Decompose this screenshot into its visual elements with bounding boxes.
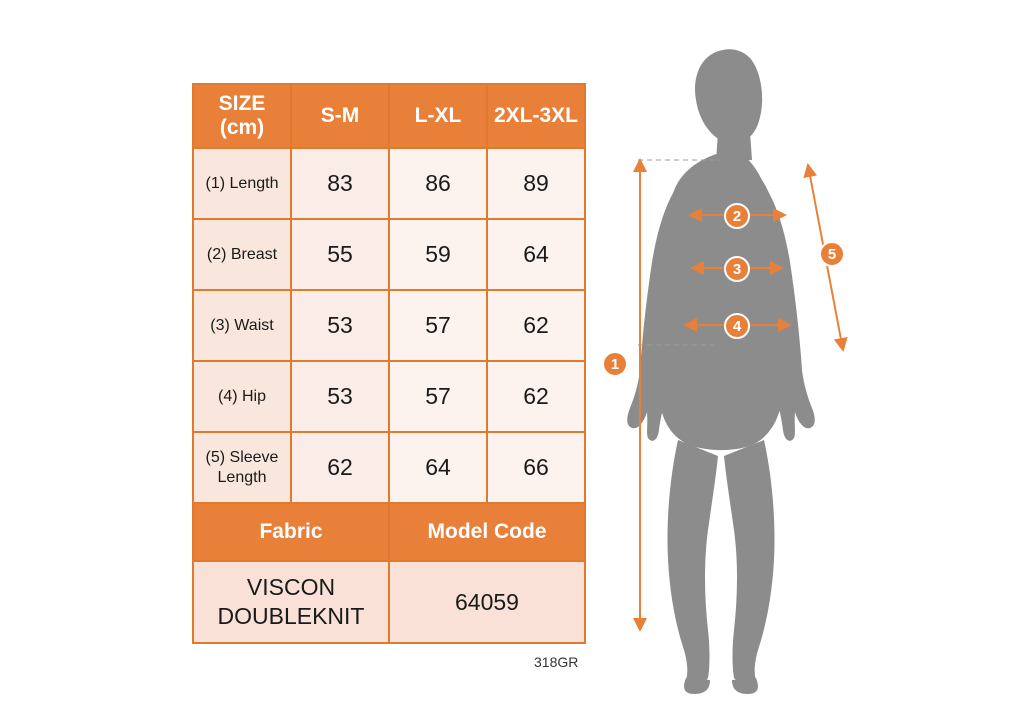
cell-breast-s-m: 55 [291, 219, 389, 290]
table-row [193, 361, 585, 432]
cell-sleeve-s-m: 62 [291, 432, 389, 503]
row-label-sleeve-length: (5) Sleeve Length [193, 432, 291, 503]
footer-header-fabric: Fabric [193, 503, 389, 561]
table-row [193, 219, 585, 290]
cell-sleeve-l-xl: 64 [389, 432, 487, 503]
cell-length-s-m: 83 [291, 148, 389, 219]
cell-breast-l-xl: 59 [389, 219, 487, 290]
table-row [193, 432, 585, 503]
table-header-row [193, 84, 585, 148]
footer-value-model-code: 64059 [389, 561, 585, 643]
footer-header-model-code: Model Code [389, 503, 585, 561]
table-row [193, 148, 585, 219]
row-label-breast: (2) Breast [193, 219, 291, 290]
size-chart-table [192, 83, 586, 644]
header-col-s-m: S-M [291, 84, 389, 148]
row-label-length: (1) Length [193, 148, 291, 219]
cell-length-l-xl: 86 [389, 148, 487, 219]
header-col-2xl-3xl: 2XL-3XL [487, 84, 585, 148]
female-silhouette [627, 49, 815, 694]
cell-hip-l-xl: 57 [389, 361, 487, 432]
marker-badge-2: 2 [724, 203, 750, 229]
cell-waist-s-m: 53 [291, 290, 389, 361]
row-label-waist: (3) Waist [193, 290, 291, 361]
table-row [193, 290, 585, 361]
marker-badge-4: 4 [724, 313, 750, 339]
header-col-l-xl: L-XL [389, 84, 487, 148]
row-label-hip: (4) Hip [193, 361, 291, 432]
weight-note: 318GR [534, 654, 579, 670]
marker-badge-3: 3 [724, 256, 750, 282]
footer-value-fabric: VISCON DOUBLEKNIT [193, 561, 389, 643]
table-footer-row [193, 561, 585, 643]
figure-svg [600, 20, 1020, 700]
model-figure-diagram [600, 20, 1020, 700]
cell-length-2xl-3xl: 89 [487, 148, 585, 219]
cell-sleeve-2xl-3xl: 66 [487, 432, 585, 503]
cell-hip-s-m: 53 [291, 361, 389, 432]
cell-breast-2xl-3xl: 64 [487, 219, 585, 290]
header-size-label: SIZE (cm) [193, 84, 291, 148]
cell-hip-2xl-3xl: 62 [487, 361, 585, 432]
table-footer-header-row [193, 503, 585, 561]
marker-badge-5: 5 [819, 241, 845, 267]
cell-waist-l-xl: 57 [389, 290, 487, 361]
cell-waist-2xl-3xl: 62 [487, 290, 585, 361]
marker-badge-1: 1 [602, 351, 628, 377]
